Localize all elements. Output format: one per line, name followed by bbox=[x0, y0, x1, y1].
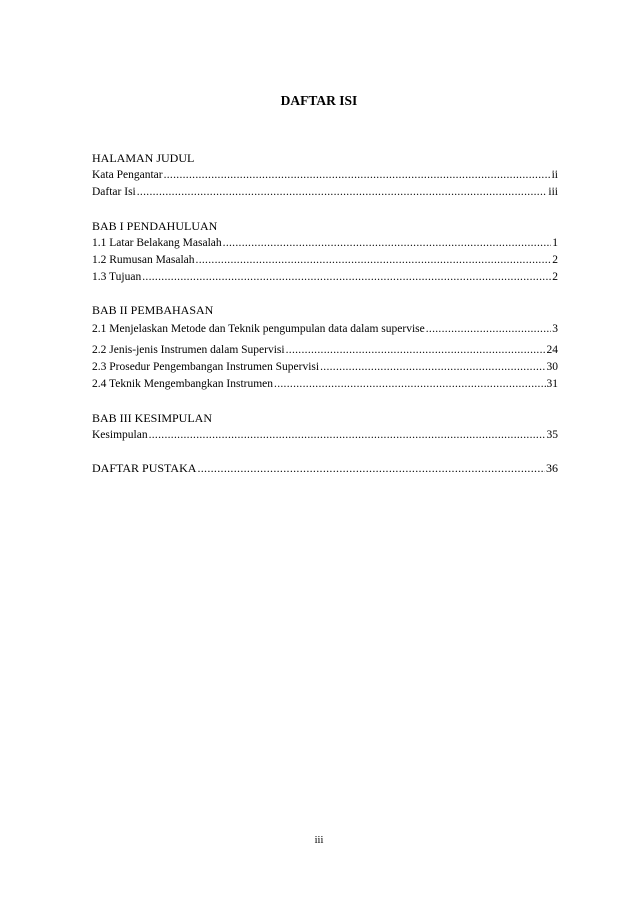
toc-entry bbox=[92, 269, 558, 286]
toc-entry bbox=[92, 321, 558, 338]
dot-leader bbox=[274, 376, 545, 393]
entry-label: 1.2 Rumusan Masalah bbox=[92, 254, 195, 266]
entry-page-number: 30 bbox=[546, 361, 558, 373]
entry-label: Daftar Isi bbox=[92, 186, 136, 198]
dot-leader bbox=[197, 460, 545, 477]
toc-entry bbox=[92, 359, 558, 376]
entry-page-number: 35 bbox=[546, 429, 558, 441]
dot-leader bbox=[196, 252, 552, 269]
entry-page-number: 3 bbox=[552, 323, 558, 335]
section-heading: HALAMAN JUDUL bbox=[92, 151, 195, 165]
toc-entry bbox=[92, 235, 558, 252]
toc-section-bab-3 bbox=[92, 410, 558, 444]
entry-page-number: 2 bbox=[552, 254, 558, 266]
toc-entry bbox=[92, 184, 558, 201]
entry-label: Kesimpulan bbox=[92, 429, 148, 441]
entry-label: 2.4 Teknik Mengembangkan Instrumen bbox=[92, 378, 274, 390]
section-heading: BAB I PENDAHULUAN bbox=[92, 219, 218, 233]
dot-leader bbox=[286, 342, 546, 359]
entry-page-number: ii bbox=[551, 169, 558, 181]
entry-page-number: 36 bbox=[546, 461, 558, 475]
toc-section-bab-2 bbox=[92, 302, 558, 393]
section-heading: BAB III KESIMPULAN bbox=[92, 411, 212, 425]
toc-section-bab-1 bbox=[92, 218, 558, 286]
entry-label: DAFTAR PUSTAKA bbox=[92, 461, 197, 475]
dot-leader bbox=[142, 269, 551, 286]
toc-section-daftar-pustaka bbox=[92, 460, 558, 477]
dot-leader bbox=[320, 359, 545, 376]
toc-entry bbox=[92, 460, 558, 477]
dot-leader bbox=[426, 321, 552, 338]
entry-label: Kata Pengantar bbox=[92, 169, 163, 181]
toc-section-front-matter bbox=[92, 150, 558, 201]
dot-leader bbox=[164, 167, 551, 184]
entry-page-number: 1 bbox=[552, 237, 558, 249]
dot-leader bbox=[149, 427, 546, 444]
toc-entry bbox=[92, 376, 558, 393]
entry-page-number: 24 bbox=[546, 344, 558, 356]
toc-entry bbox=[92, 167, 558, 184]
section-heading: BAB II PEMBAHASAN bbox=[92, 303, 214, 317]
entry-label: 2.3 Prosedur Pengembangan Instrumen Supervisi bbox=[92, 361, 320, 373]
dot-leader bbox=[137, 184, 548, 201]
entry-page-number: 2 bbox=[552, 271, 558, 283]
entry-label: 1.3 Tujuan bbox=[92, 271, 142, 283]
dot-leader bbox=[223, 235, 552, 252]
toc-entry bbox=[92, 342, 558, 359]
entry-page-number: 31 bbox=[546, 378, 558, 390]
entry-page-number: iii bbox=[548, 186, 558, 198]
page-number-footer: iii bbox=[314, 835, 324, 846]
entry-label: 1.1 Latar Belakang Masalah bbox=[92, 237, 222, 249]
toc-entry bbox=[92, 252, 558, 269]
toc-entry bbox=[92, 427, 558, 444]
page-title: DAFTAR ISI bbox=[280, 93, 358, 108]
entry-label: 2.2 Jenis-jenis Instrumen dalam Supervisi bbox=[92, 344, 285, 356]
entry-label: 2.1 Menjelaskan Metode dan Teknik pengumpulan data dalam supervise bbox=[92, 323, 425, 335]
